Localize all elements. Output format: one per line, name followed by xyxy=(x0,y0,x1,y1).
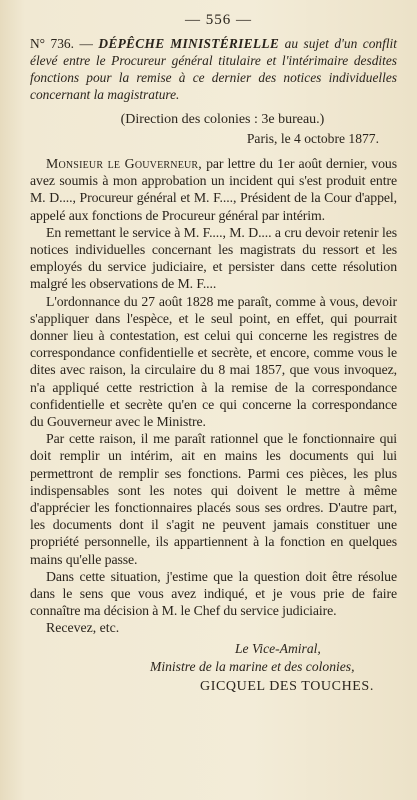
paragraph-1 xyxy=(30,155,397,224)
paragraph-4: Par cette raison, il me paraît rationnel que le fonctionnaire qui doit remplir un intérim, ait en mains les documents qui lui permettront de remplir ses fonctions. Parmi ces pièces, les plus indispensables sont les notes qui doivent le mettre à même d'apprécier les fonctionnaires placés sous ses ordres. D'autre part, les documents dont il s'agit ne peuvent jamais constituer une propriété personnelle, ils appartiennent à la fonction en quelques mains qu'elle passe. xyxy=(30,431,397,567)
signature-block xyxy=(30,641,397,695)
page-number: — 556 — xyxy=(185,12,252,28)
salutation: Monsieur le Gouverneur, xyxy=(46,156,202,171)
signature-rank: Le Vice-Amiral, xyxy=(235,640,321,656)
paragraph-3: L'ordonnance du 27 août 1828 me paraît, comme à vous, devoir s'appliquer dans l'espèce, et le seul point, en effet, qui pourrait donner lieu à contestation, est celui qui concerne les registres de correspondance confidentielle et secrète, et encore, comme vous le dites avec raison, la circulaire du 8 mai 1857, que vous invoquez, n'a appliqué cette restriction à la remise de la correspondance confidentielle et secrète qu'en ce qui concerne la correspondance du Gouverneur avec le Ministre. xyxy=(30,293,397,430)
direction-line: (Direction des colonies : 3e bureau.) xyxy=(120,112,325,127)
paragraph-5: Dans cette situation, j'estime que la question doit être résolue dans le sens que vous avez indiqué, et je vous prie de faire connaître ma décision à M. le Chef du service judiciaire. xyxy=(30,568,397,619)
closing-formula: Recevez, etc. xyxy=(46,620,120,636)
heading-title: DÉPÊCHE MINISTÉRIELLE xyxy=(98,36,280,51)
signature-title: Ministre de la marine et des colonies, xyxy=(150,658,355,674)
dateline: Paris, le 4 octobre 1877. xyxy=(246,131,379,146)
document-heading xyxy=(30,35,397,103)
heading-number: N° 736. — xyxy=(30,36,99,51)
paragraph-1-text: par lettre du 1er août dernier, vous avez soumis à mon approbation un incident qui s'est produit entre M. D...., Procureur général et M. F...., Président de la Cour d'appel, appelé aux fonctions de Procureur général par intérim. xyxy=(30,156,397,223)
paragraph-2: En remettant le service à M. F...., M. D.... a cru devoir retenir les notices individuelles concernant les magistrats du ressort et les employés du service judiciaire, et persister dans cette résolution malgré les observations de M. F.... xyxy=(30,224,397,292)
signature-name: GICQUEL DES TOUCHES. xyxy=(200,678,374,694)
heading-subject: au sujet d'un conflit élevé entre le Procureur général titulaire et l'intérimaire desdites fonctions pour la remise à ce dernier des notices individuelles concernant la magistrature. xyxy=(30,36,397,102)
